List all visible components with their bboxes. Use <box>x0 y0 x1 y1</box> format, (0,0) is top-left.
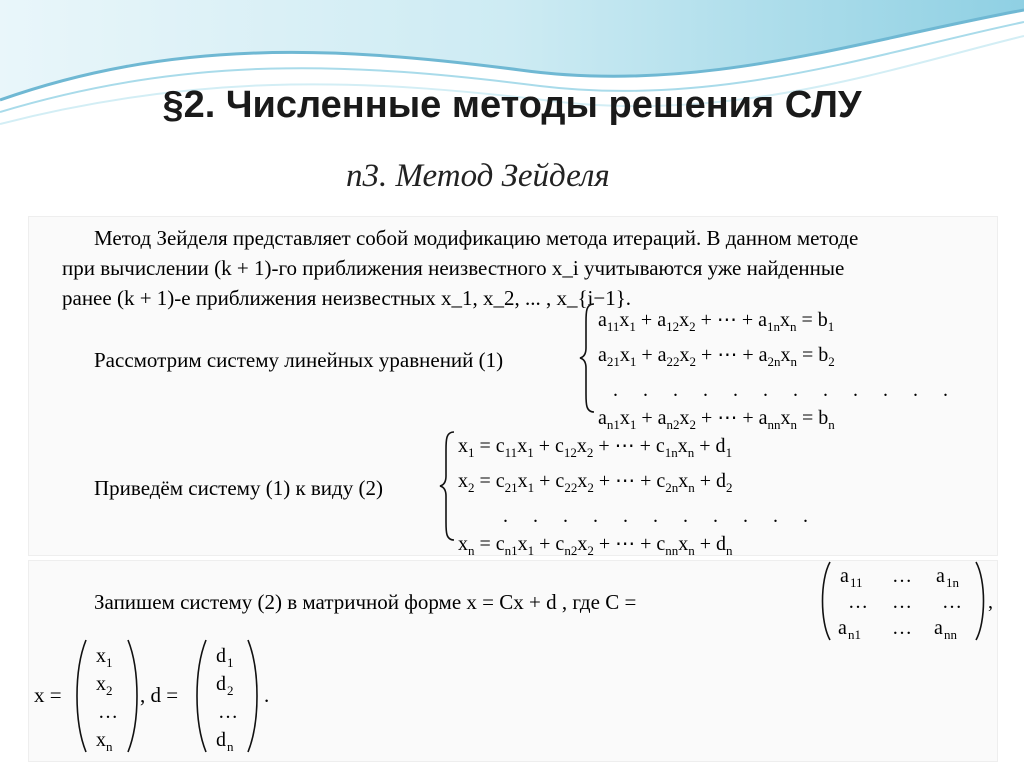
svg-text:…: … <box>892 591 912 613</box>
svg-text:d: d <box>216 645 226 667</box>
svg-text:x =: x = <box>34 683 62 707</box>
svg-text:1: 1 <box>106 655 113 670</box>
svg-text:a: a <box>838 617 847 639</box>
intro-line-2: при вычислении (k + 1)-го приближения неизвестного x_i учитываются уже найденные <box>62 256 845 280</box>
svg-text:,: , <box>988 591 993 613</box>
system1-label: Рассмотрим систему линейных уравнений (1) <box>94 348 504 372</box>
matrix-form-label: Запишем систему (2) в матричной форме x = Cx + d , где C = <box>94 590 637 614</box>
svg-text:, d =: , d = <box>140 683 179 707</box>
svg-text:n: n <box>106 739 113 754</box>
svg-text:…: … <box>218 701 238 723</box>
system2-label: Приведём систему (1) к виду (2) <box>94 476 383 500</box>
svg-text:a: a <box>840 565 849 587</box>
svg-text:n: n <box>227 739 234 754</box>
svg-text:a: a <box>936 565 945 587</box>
system2-brace <box>438 430 458 542</box>
intro-line-3: ранее (k + 1)-е приближения неизвестных x_1, x_2, ... , x_{i−1}. <box>62 286 632 310</box>
svg-text:.: . <box>264 683 270 707</box>
svg-text:d: d <box>216 673 226 695</box>
svg-text:a: a <box>934 617 943 639</box>
svg-text:2: 2 <box>106 683 113 698</box>
svg-text:…: … <box>942 591 962 613</box>
svg-text:1n: 1n <box>946 575 959 590</box>
svg-text:d: d <box>216 729 226 751</box>
svg-text:1: 1 <box>227 655 234 670</box>
slide-title: §2. Численные методы решения СЛУ <box>162 84 862 126</box>
slide-subtitle: п3. Метод Зейделя <box>346 158 610 194</box>
svg-text:…: … <box>892 617 912 639</box>
svg-text:x: x <box>96 729 106 751</box>
svg-text:11: 11 <box>850 575 863 590</box>
vectors-x-d <box>34 636 294 756</box>
svg-text:n1: n1 <box>848 627 861 642</box>
matrix-c <box>818 560 998 642</box>
svg-text:x: x <box>96 673 106 695</box>
svg-text:…: … <box>892 565 912 587</box>
system2-equations: $x_1 = c_{11}x_1 + c_{12}x_2$ + ⋯ + $c_{1n}x_n + d_1$ $x_2 = c_{21}x_1 + c_{22}x_2$ + ⋯ + $c_{2n}x_n + d_2$ . . . . . . . . . . . $x_n = c_{n1}x_1 + c_{n2}x_2$ + ⋯ + $c_{nn}x_n + d_n$ <box>458 435 818 558</box>
svg-text:…: … <box>848 591 868 613</box>
svg-text:…: … <box>98 701 118 723</box>
system1-brace <box>578 302 598 414</box>
svg-text:nn: nn <box>944 627 957 642</box>
svg-text:2: 2 <box>227 683 234 698</box>
system1-equations: $a_{11}x_1 + a_{12}x_2$ + ⋯ + $a_{1n}x_n = b_1$ $a_{21}x_1 + a_{22}x_2$ + ⋯ + $a_{2n}x_n = b_2$ . . . . . . . . . . . . $a_{n1}x_1 + a_{n2}x_2$ + ⋯ + $a_{nn}x_n = b_n$ <box>598 309 958 432</box>
svg-text:x: x <box>96 645 106 667</box>
intro-line-1: Метод Зейделя представляет собой модификацию метода итераций. В данном методе <box>94 226 859 250</box>
